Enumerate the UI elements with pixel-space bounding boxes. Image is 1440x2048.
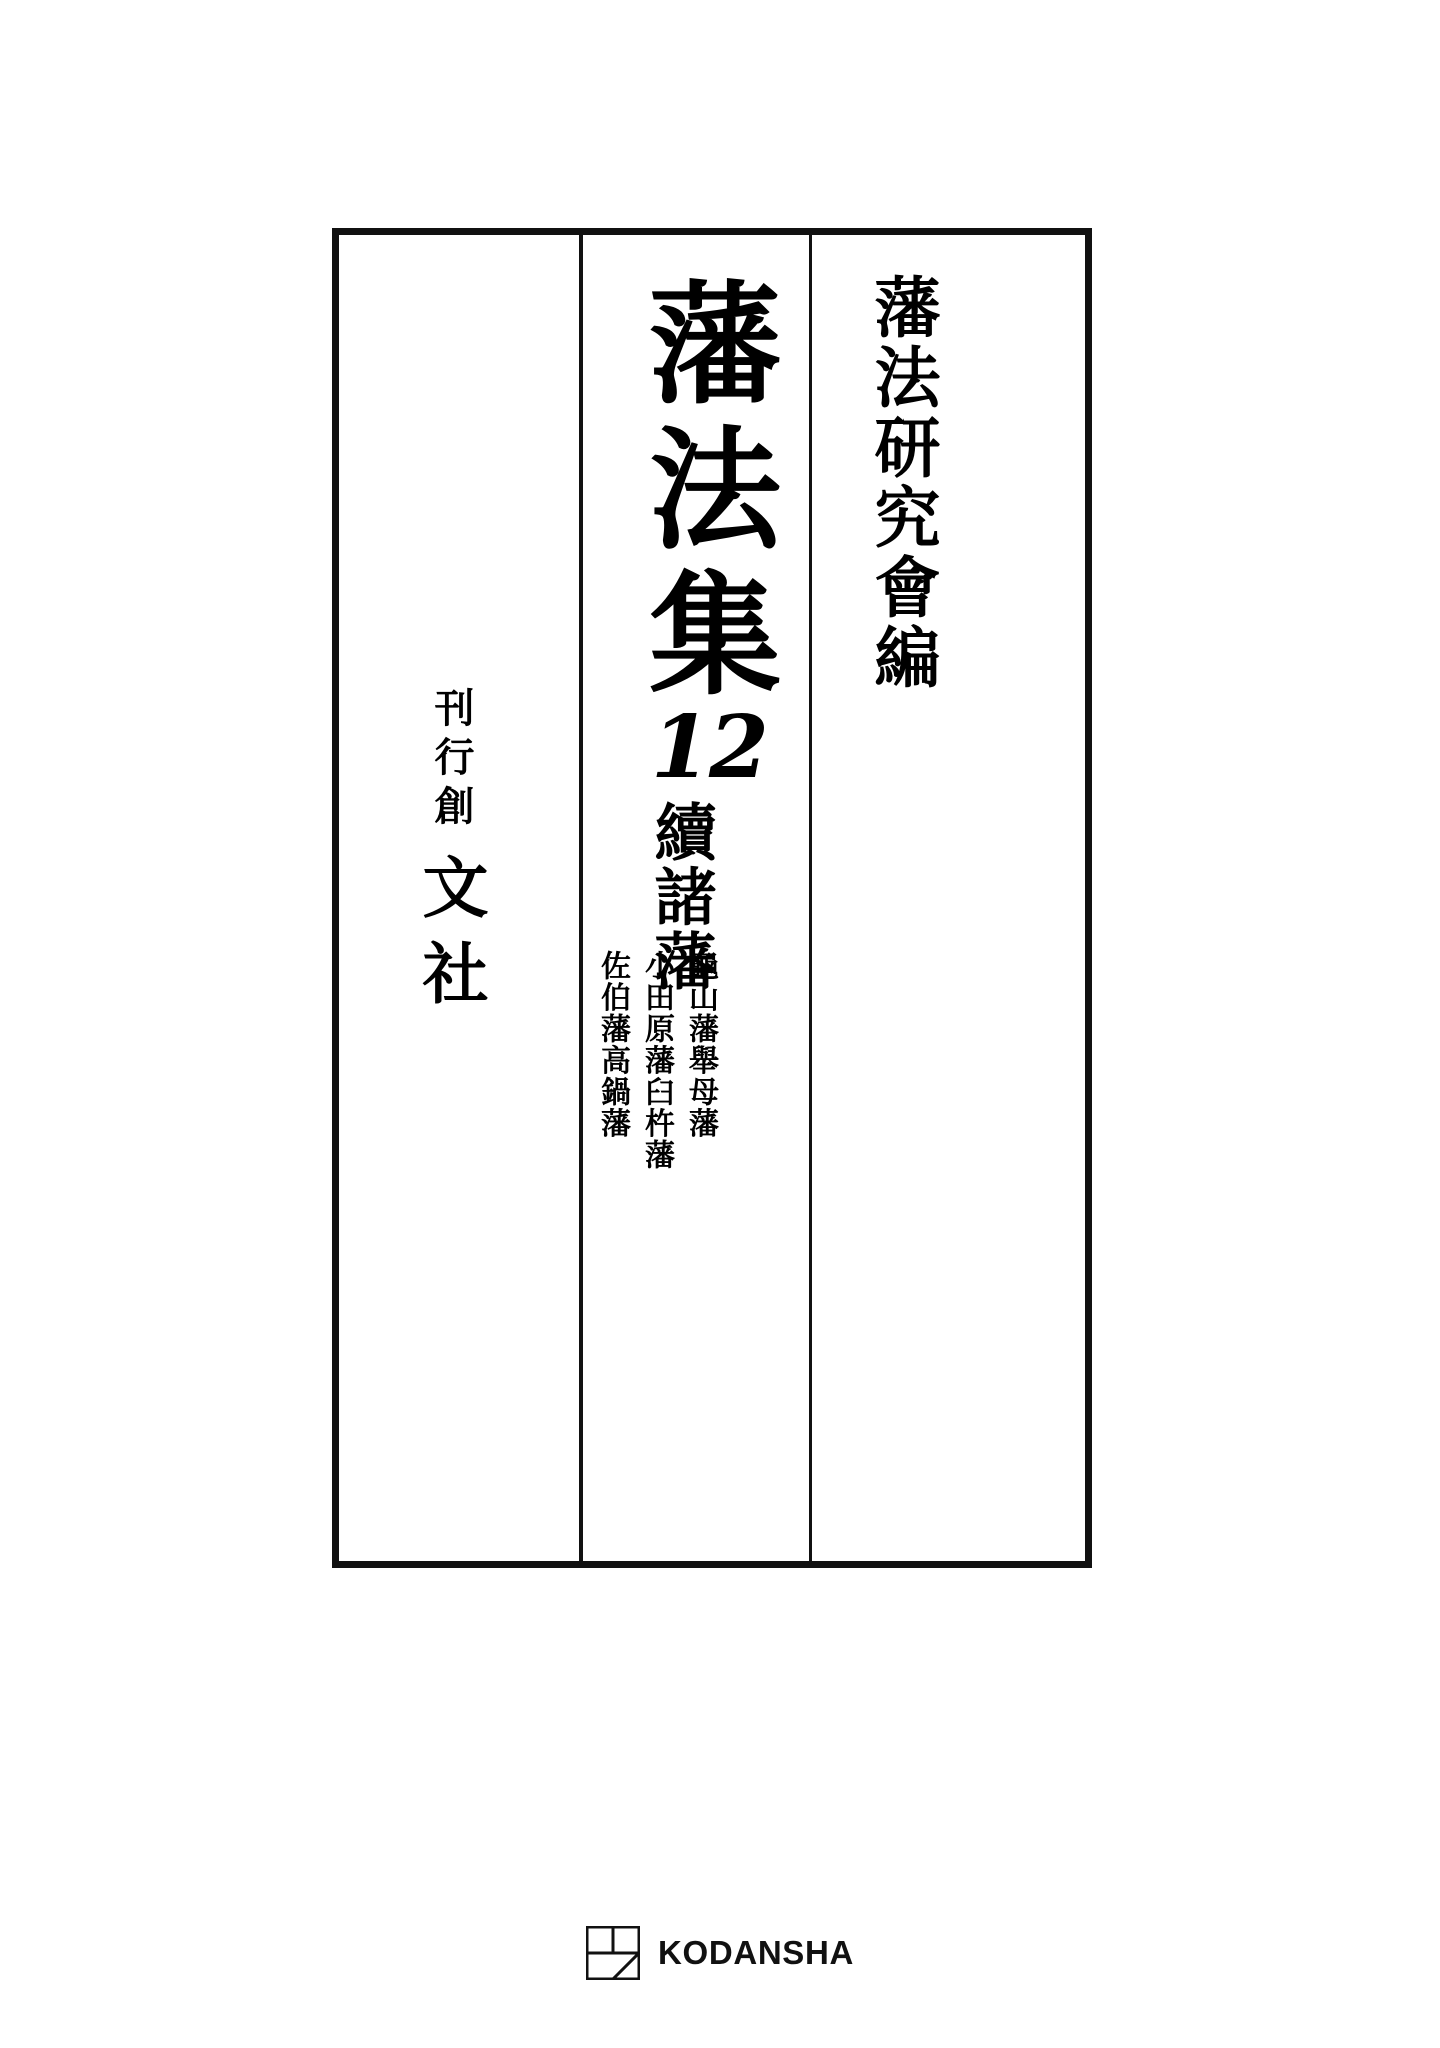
vertical-rule-right: [809, 235, 812, 1561]
domain-list-column-left: 佐伯藩高鍋藩: [595, 950, 630, 1139]
publisher-prefix: 刊行創: [428, 687, 475, 834]
kodansha-logo-mark-icon: [586, 1926, 640, 1980]
publisher-name: 文社: [411, 853, 489, 1025]
domain-list-column-right: 龜山藩舉母藩: [683, 950, 718, 1139]
subtitle: 續諸藩: [644, 800, 717, 994]
domain-list: [595, 950, 718, 1171]
volume-number: 12: [650, 697, 768, 798]
vertical-rule-left: [579, 235, 583, 1561]
editor-credit: 藩法研究會編: [863, 273, 941, 693]
publisher-logo: [0, 1926, 1440, 1980]
publisher-wordmark: KODANSHA: [658, 1934, 854, 1971]
book-cover-frame: [332, 228, 1092, 1568]
domain-list-column-middle: 小田原藩臼杵藩: [639, 950, 674, 1171]
page-title: 藩法集: [626, 275, 781, 711]
